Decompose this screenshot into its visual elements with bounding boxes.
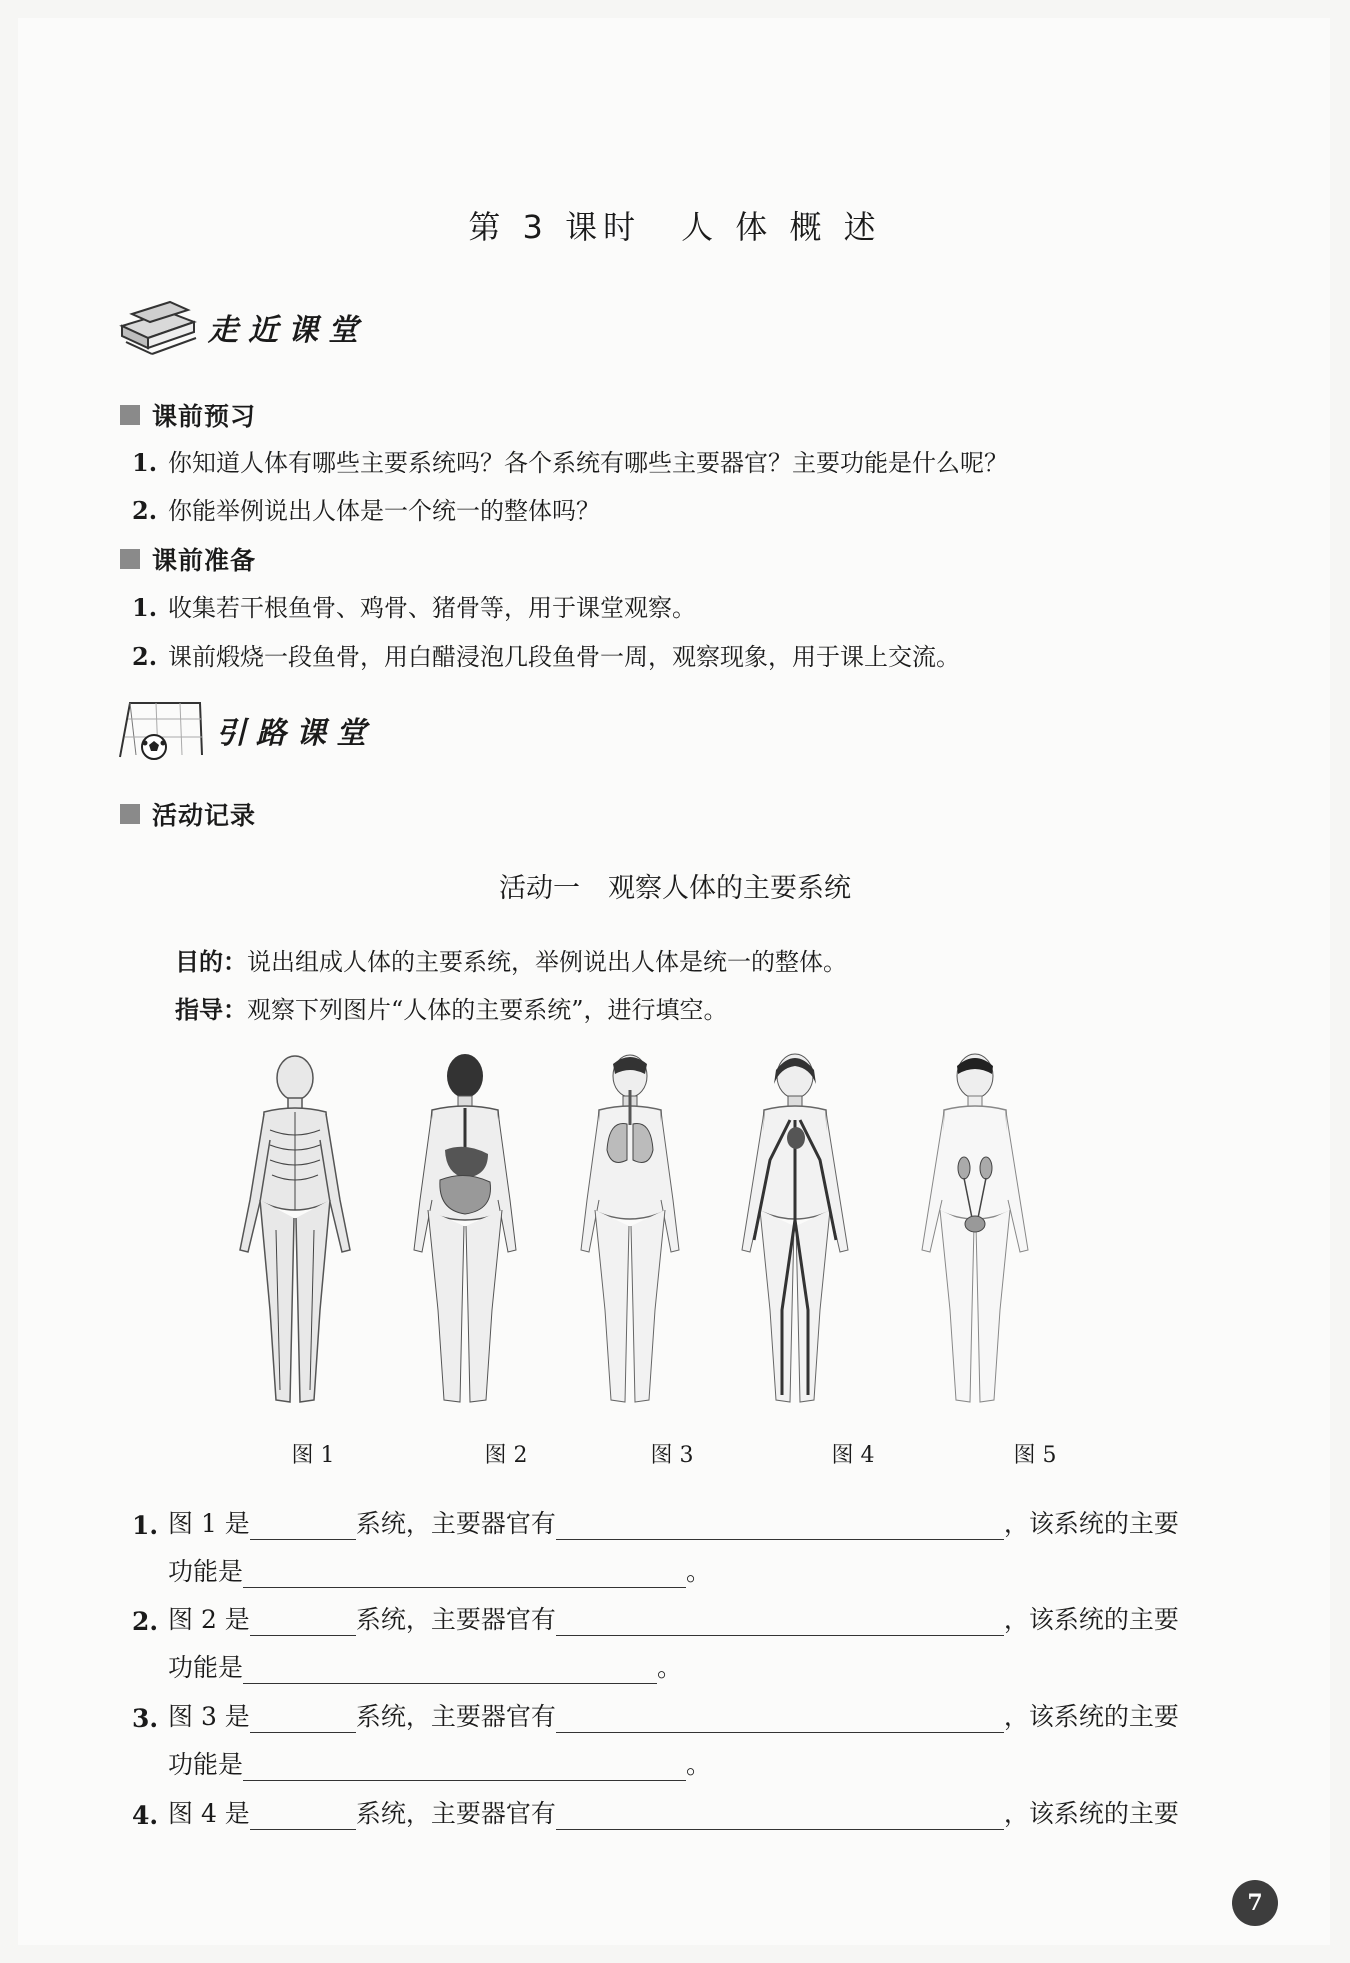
item-text: 你能举例说出人体是一个统一的整体吗？	[168, 497, 600, 525]
preview-heading	[120, 397, 256, 433]
item-number: 1.	[132, 448, 158, 477]
function-label: 功能是	[168, 1557, 244, 1586]
question-suffix: ，该系统的主要	[1003, 1702, 1179, 1731]
item-text: 你知道人体有哪些主要系统吗？各个系统有哪些主要器官？主要功能是什么呢？	[168, 449, 1008, 477]
respiratory-figure	[555, 1050, 705, 1420]
system-blank[interactable]	[250, 1708, 356, 1733]
system-blank[interactable]	[250, 1611, 356, 1636]
item-number: 1.	[132, 593, 158, 622]
organs-blank[interactable]	[556, 1708, 1004, 1733]
lesson-topic: 人 体 概 述	[681, 208, 882, 246]
question-1-line2	[168, 1552, 711, 1588]
question-prefix: 图 2 是	[168, 1605, 250, 1634]
item-text: 收集若干根鱼骨、鸡骨、猪骨等，用于课堂观察。	[168, 594, 696, 622]
preview-heading-text: 课前预习	[152, 402, 257, 431]
section-banner-guide-class	[116, 697, 376, 763]
activity-name: 观察人体的主要系统	[608, 873, 851, 904]
activity-label: 活动一	[499, 873, 580, 904]
activity-goal	[175, 942, 847, 977]
guide-text: 观察下列图片“人体的主要系统”，进行填空。	[247, 996, 728, 1024]
goal-text: 说出组成人体的主要系统，举例说出人体是统一的整体。	[247, 948, 847, 976]
section-banner-label: 走近课堂	[208, 313, 368, 348]
question-mid: 系统，主要器官有	[355, 1799, 556, 1828]
item-number: 2.	[132, 496, 158, 525]
question-mid: 系统，主要器官有	[355, 1509, 556, 1538]
function-label: 功能是	[168, 1750, 244, 1779]
circulatory-figure	[720, 1050, 870, 1420]
question-mid: 系统，主要器官有	[355, 1605, 556, 1634]
period: 。	[686, 1750, 712, 1779]
digestive-figure	[390, 1050, 540, 1420]
organs-blank[interactable]	[556, 1515, 1004, 1540]
item-text: 课前煅烧一段鱼骨，用白醋浸泡几段鱼骨一周，观察现象，用于课上交流。	[168, 643, 960, 671]
prepare-heading	[120, 541, 256, 577]
question-suffix: ，该系统的主要	[1003, 1509, 1179, 1538]
preview-item-2	[132, 491, 600, 526]
preview-item-1	[132, 443, 1008, 478]
lesson-title	[0, 202, 1350, 248]
square-bullet-icon	[120, 405, 140, 425]
section-banner-walk-into-class	[118, 296, 368, 358]
question-prefix: 图 4 是	[168, 1799, 250, 1828]
activity-guide	[175, 990, 728, 1025]
prepare-item-2	[132, 637, 960, 672]
question-number: 1.	[132, 1511, 159, 1540]
guide-label: 指导：	[175, 996, 247, 1024]
activity-title	[0, 866, 1350, 905]
question-3-line2	[168, 1745, 711, 1781]
organs-blank[interactable]	[556, 1611, 1004, 1636]
function-label: 功能是	[168, 1653, 244, 1682]
system-blank[interactable]	[250, 1515, 356, 1540]
page-number: 7	[1232, 1880, 1278, 1926]
body-system-figures	[210, 1050, 1110, 1430]
record-heading	[120, 796, 256, 832]
function-blank[interactable]	[243, 1756, 686, 1781]
question-prefix: 图 3 是	[168, 1702, 250, 1731]
record-heading-text: 活动记录	[152, 801, 257, 830]
question-prefix: 图 1 是	[168, 1509, 250, 1538]
lesson-number: 第 3 课时	[468, 208, 642, 246]
question-suffix: ，该系统的主要	[1003, 1799, 1179, 1828]
figure-caption-5: 图 5	[1013, 1443, 1057, 1468]
question-mid: 系统，主要器官有	[355, 1702, 556, 1731]
skeletal-muscular-figure	[220, 1050, 370, 1420]
urinary-figure	[900, 1050, 1050, 1420]
period: 。	[657, 1653, 683, 1682]
question-2-line2	[168, 1648, 682, 1684]
question-number: 4.	[132, 1801, 159, 1830]
figure-caption-2: 图 2	[484, 1443, 528, 1468]
figure-caption-1: 图 1	[291, 1443, 335, 1468]
figure-caption-4: 图 4	[831, 1443, 875, 1468]
prepare-heading-text: 课前准备	[152, 546, 257, 575]
soccer-goal-icon	[116, 697, 206, 763]
system-blank[interactable]	[250, 1805, 356, 1830]
goal-label: 目的：	[175, 948, 247, 976]
question-3	[132, 1697, 1179, 1733]
item-number: 2.	[132, 642, 158, 671]
question-4	[132, 1794, 1179, 1830]
book-stack-icon	[118, 296, 198, 358]
square-bullet-icon	[120, 804, 140, 824]
section-banner-label: 引路课堂	[216, 716, 376, 751]
question-1	[132, 1504, 1179, 1540]
period: 。	[686, 1557, 712, 1586]
question-suffix: ，该系统的主要	[1003, 1605, 1179, 1634]
question-number: 3.	[132, 1704, 159, 1733]
prepare-item-1	[132, 588, 696, 623]
question-2	[132, 1600, 1179, 1636]
square-bullet-icon	[120, 549, 140, 569]
figure-caption-3: 图 3	[650, 1443, 694, 1468]
question-number: 2.	[132, 1607, 159, 1636]
function-blank[interactable]	[243, 1563, 686, 1588]
organs-blank[interactable]	[556, 1805, 1004, 1830]
function-blank[interactable]	[243, 1659, 657, 1684]
